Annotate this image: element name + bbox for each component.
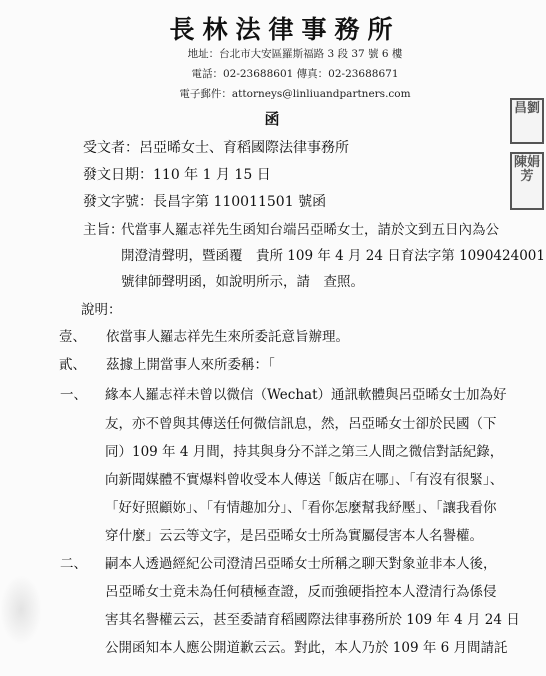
scan-smudge [0,575,42,645]
subject-line: 開澄清聲明，暨函覆 貴所 109 年 4 月 24 日育法字第 1090424001 [121,248,545,264]
paragraph-line: 嗣本人透過經紀公司澄清呂亞晞女士所稱之聊天對象並非本人後， [105,556,497,572]
subject-line: 號律師聲明函，如說明所示，請 查照。 [121,274,364,290]
paragraph-line: 同）109 年 4 月間，持其與身分不詳之第三人間之微信對話紀錄， [105,444,504,460]
subject-label: 主旨： [83,222,124,238]
subject-line: 代當事人羅志祥先生函知台端呂亞晞女士，請於文到五日內為公 [121,222,499,238]
explanation-item-text: 依當事人羅志祥先生來所委託意旨辦理。 [106,329,349,345]
seal-stamp-1: 昌劉 [510,98,544,144]
paragraph-line: 害其名譽權云云，甚至委請育稻國際法律事務所於 109 年 4 月 24 日 [105,612,520,628]
paragraph-line: 「好好照顧妳」、「有情趣加分」、「看你怎麼幫我紓壓」、「讓我看你 [105,500,497,516]
paragraph-line: 向新聞媒體不實爆料曾收受本人傳送「飯店在哪」、「有沒有很緊」、 [105,472,504,488]
paragraph-number: 二、 [60,556,87,572]
document-number-field: 發文字號：長昌字第 110011501 號函 [83,194,327,210]
explanation-item-number: 壹、 [59,329,86,345]
paragraph-line: 公開函知本人應公開道歉云云。對此，本人乃於 109 年 6 月間請託 [105,640,508,656]
firm-email: 電子郵件：attorneys@linliuandpartners.com [179,88,411,100]
firm-phone-fax: 電話：02-23688601 傳真：02-23688671 [191,68,399,80]
explanation-label: 說明： [81,302,122,318]
issue-date-field: 發文日期：110 年 1 月 15 日 [83,167,271,183]
firm-address: 地址：台北市大安區羅斯福路 3 段 37 號 6 樓 [187,48,403,60]
firm-name: 長林法律事務所 [169,15,401,44]
seal-stamp-2: 陳娟芳 [510,152,544,210]
paragraph-line: 呂亞晞女士竟未為任何積極查證，反而強硬指控本人澄清行為係侵 [105,584,497,600]
explanation-item-text: 茲據上開當事人來所委稱：「 [106,357,275,373]
document-title: 函 [264,110,282,128]
paragraph-line: 緣本人羅志祥未曾以微信（Wechat）通訊軟體與呂亞晞女士加為好 [105,387,507,403]
paragraph-number: 一、 [60,387,87,403]
recipient-field: 受文者：呂亞晞女士、育稻國際法律事務所 [83,140,349,156]
paragraph-line: 穿什麼」云云等文字，是呂亞晞女士所為實屬侵害本人名譽權。 [105,528,483,544]
explanation-item-number: 貳、 [59,357,86,373]
paragraph-line: 友，亦不曾與其傳送任何微信訊息，然，呂亞晞女士卻於民國（下 [105,416,497,432]
